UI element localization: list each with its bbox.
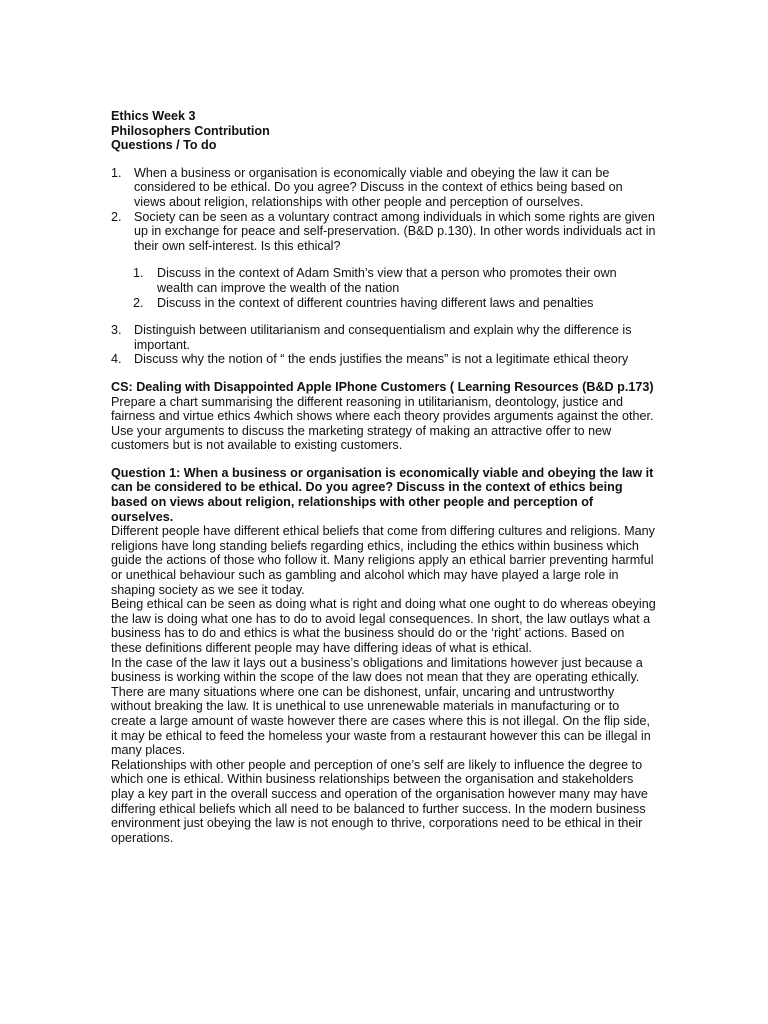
- list-item: [111, 210, 656, 254]
- list-text: When a business or organisation is economically viable and obeying the law it can be considered to be ethical. Do you agree? Discuss in the context of ethics being based on views about religion, relationships with other people and perception of ourselves.: [134, 165, 623, 209]
- list-number: 3.: [111, 323, 122, 338]
- list-text: Discuss in the context of different countries having different laws and penalties: [157, 295, 594, 310]
- answer-paragraph: Relationships with other people and perception of one’s self are likely to influence the degree to which one is ethical. Within business relationships between the organisation and stakeholders play a key part in the overall success and operation of the organisation however many may have differing ethical beliefs which all need to be balanced to further success. In the modern business environment just obeying the law is not enough to thrive, corporations need to be ethical in their operations.: [111, 757, 648, 845]
- section-heading-questions: Questions / To do: [111, 138, 217, 153]
- document-subtitle: Philosophers Contribution: [111, 123, 270, 138]
- document-page: [111, 109, 656, 845]
- list-item: [111, 166, 656, 210]
- list-item: [111, 352, 656, 367]
- list-item: [111, 323, 656, 352]
- list-number: 1.: [111, 165, 122, 180]
- case-study-paragraph: Prepare a chart summarising the different reasoning in utilitarianism, deontology, justice and fairness and virtue ethics 4which shows where each theory provides arguments against the other.: [111, 394, 654, 424]
- questions-list-continued: [111, 323, 656, 367]
- list-item: [133, 296, 656, 311]
- list-number: 1.: [133, 266, 144, 281]
- list-text: Discuss why the notion of “ the ends justifies the means” is not a legitimate ethical theory: [134, 352, 629, 367]
- case-study-title: CS: Dealing with Disappointed Apple IPhone Customers ( Learning Resources (B&D p.173): [111, 379, 654, 394]
- list-number: 2.: [133, 295, 144, 310]
- list-number: 2.: [111, 209, 122, 224]
- answer-paragraph: Being ethical can be seen as doing what is right and doing what one ought to do whereas obeying the law is doing what one has to do to avoid legal consequences. In short, the law outlays what a business has to do and ethics is what the business should do or the ‘right’ actions. Based on these definitions different people may have differing ideas of what is ethical.: [111, 597, 656, 655]
- list-number: 4.: [111, 352, 122, 367]
- questions-list: [111, 166, 656, 254]
- answer-paragraph: In the case of the law it lays out a business’s obligations and limitations however just because a business is working within the scope of the law does not mean that they are operating ethically. There are many situations where one can be dishonest, unfair, uncaring and untrustworthy without breaking the law. It is unethical to use unrenewable materials in manufacturing or to create a large amount of waste however there are cases where this is not illegal. On the flip side, it may be ethical to feed the homeless your waste from a restaurant however this can be illegal in many places.: [111, 655, 651, 758]
- document-title: Ethics Week 3: [111, 109, 196, 123]
- list-item: [133, 266, 656, 295]
- list-text: Distinguish between utilitarianism and consequentialism and explain why the difference is important.: [134, 323, 632, 352]
- list-text: Discuss in the context of Adam Smith’s view that a person who promotes their own wealth can improve the wealth of the nation: [157, 266, 617, 295]
- list-text: Society can be seen as a voluntary contract among individuals in which some rights are given up in exchange for peace and self-preservation. (B&D p.130). In other words individuals act in their own self-interest. Is this ethical?: [134, 209, 656, 253]
- answer-question-title: Question 1: When a business or organisation is economically viable and obeying the law it can be considered to be ethical. Do you agree? Discuss in the context of ethics being based on views about religion, relationships with other people and perception of ourselves.: [111, 465, 654, 524]
- subquestions-list: [111, 266, 656, 310]
- case-study-paragraph: Use your arguments to discuss the marketing strategy of making an attractive offer to new customers but is not available to existing customers.: [111, 423, 612, 453]
- answer-paragraph: Different people have different ethical beliefs that come from differing cultures and religions. Many religions have long standing beliefs regarding ethics, including the ethics within business which guide the actions of those who follow it. Many religions apply an ethical barrier preventing harmful or unethical behaviour such as gambling and alcohol which may have played a large role in shaping society as we see it today.: [111, 524, 655, 597]
